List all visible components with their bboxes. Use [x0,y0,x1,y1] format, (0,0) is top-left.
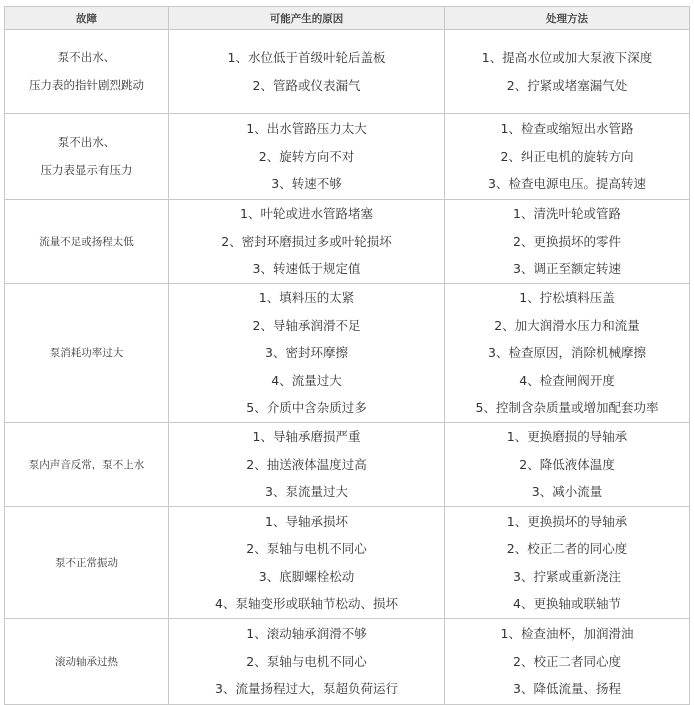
header-cause: 可能产生的原因 [169,7,445,30]
cause-item: 1、水位低于首级叶轮后盖板 [227,50,386,65]
troubleshooting-table [4,6,690,705]
header-solution: 处理方法 [445,7,690,30]
solution-cell [445,284,690,423]
fault-cell [5,507,169,619]
fault-text: 压力表的指针剧烈跳动 [29,77,144,92]
cause-item: 1、导轴承损坏 [265,513,348,529]
table-row [5,284,690,423]
table-row [5,30,690,114]
cause-item: 1、导轴承磨损严重 [252,429,361,445]
table-row [5,619,690,705]
solution-item: 2、校正二者的同心度 [506,541,628,556]
fault-cell [5,423,169,507]
solution-item: 1、提高水位或加大泵液下深度 [481,50,653,65]
solution-item: 3、拧紧或重新浇注 [513,568,621,584]
table-row [5,114,690,200]
cause-item: 2、泵轴与电机不同心 [246,541,367,556]
fault-text: 泵消耗功率过大 [49,347,124,359]
solution-item: 1、更换磨损的导轴承 [506,429,628,445]
fault-cell [5,200,169,284]
solution-item: 4、检查闸阀开度 [519,372,615,388]
cause-item: 2、密封环磨损过多或叶轮损坏 [221,233,392,249]
solution-item: 1、拧松填料压盖 [519,290,615,306]
solution-cell [445,423,690,507]
solution-item: 2、加大润滑水压力和流量 [494,317,640,333]
cause-item: 5、介质中含杂质过多 [246,400,367,416]
solution-item: 2、降低液体温度 [519,456,615,472]
cause-item: 2、导轴承润滑不足 [252,317,361,333]
fault-text: 压力表显示有压力 [40,162,133,177]
solution-cell [445,30,690,114]
solution-item: 2、更换损坏的零件 [513,233,621,249]
table-row [5,423,690,507]
cause-cell [169,200,445,284]
solution-cell [445,507,690,619]
solution-item: 5、控制含杂质量或增加配套功率 [475,400,659,416]
solution-item: 1、更换损坏的导轴承 [506,513,628,529]
cause-cell [169,423,445,507]
cause-cell [169,507,445,619]
cause-item: 3、底脚螺栓松动 [258,568,355,584]
cause-item: 1、滚动轴承润滑不够 [246,626,367,642]
cause-item: 3、密封环摩擦 [265,345,348,361]
fault-text: 泵不出水、 [57,50,116,64]
solution-item: 3、调正至额定转速 [513,261,621,277]
solution-item: 2、校正二者同心度 [513,653,621,669]
cause-item: 1、叶轮或进水管路堵塞 [240,206,373,222]
cause-item: 1、填料压的太紧 [258,290,355,306]
fault-cell [5,114,169,200]
cause-item: 3、转速不够 [271,176,342,192]
header-fault: 故障 [5,7,169,30]
fault-text: 滚动轴承过热 [55,655,118,668]
fault-text: 流量不足或扬程太低 [39,235,134,248]
fault-cell [5,619,169,705]
fault-text: 泵内声音反常，泵不上水 [28,458,145,471]
solution-item: 3、降低流量、扬程 [513,681,621,697]
solution-item: 2、拧紧或堵塞漏气处 [506,77,628,93]
solution-cell [445,619,690,705]
cause-item: 1、出水管路压力太大 [246,121,367,137]
solution-item: 3、减小流量 [531,484,603,500]
table-row [5,200,690,284]
cause-item: 2、旋转方向不对 [258,148,355,164]
cause-item: 4、流量过大 [271,372,342,388]
cause-item: 3、转速低于规定值 [252,261,361,277]
cause-cell [169,284,445,423]
cause-item: 2、抽送液体温度过高 [246,456,367,472]
solution-item: 1、检查或缩短出水管路 [500,121,634,137]
solution-item: 4、更换轴或联轴节 [513,596,621,611]
cause-item: 4、泵轴变形或联轴节松动、损坏 [215,596,398,611]
fault-text: 泵不正常振动 [55,556,118,569]
solution-item: 2、纠正电机的旋转方向 [500,148,634,164]
table-row [5,507,690,619]
cause-cell [169,619,445,705]
cause-item: 2、泵轴与电机不同心 [246,653,367,669]
cause-item: 2、管路或仪表漏气 [252,77,361,93]
solution-cell [445,200,690,284]
cause-item: 3、流量扬程过大，泵超负荷运行 [215,681,398,697]
fault-cell [5,284,169,423]
solution-cell [445,114,690,200]
cause-cell [169,114,445,200]
cause-cell [169,30,445,114]
cause-item: 3、泵流量过大 [265,484,348,500]
solution-item: 3、检查原因，消除机械摩擦 [488,345,646,361]
fault-cell [5,30,169,114]
header-row [5,7,690,30]
solution-item: 3、检查电源电压。提高转速 [488,176,646,192]
fault-text: 泵不出水、 [57,135,116,149]
solution-item: 1、检查油杯，加润滑油 [500,626,634,642]
solution-item: 1、清洗叶轮或管路 [513,206,621,222]
